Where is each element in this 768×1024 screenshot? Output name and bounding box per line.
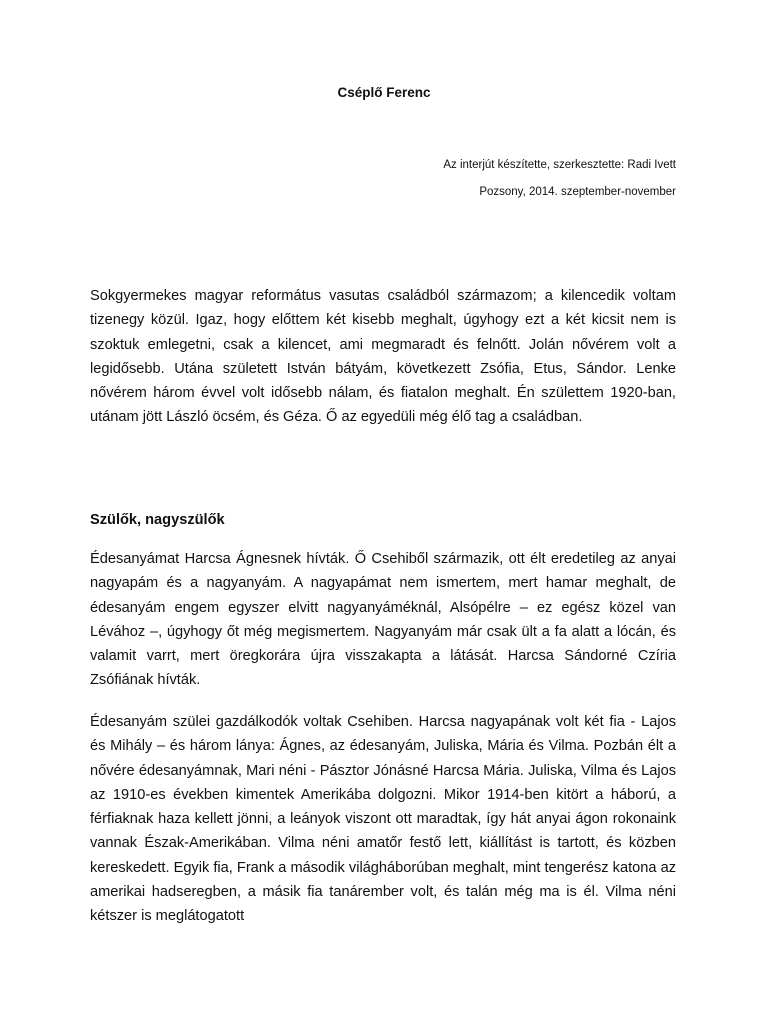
- place-and-date: Pozsony, 2014. szeptember-november: [479, 186, 676, 198]
- document-title: Cséplő Ferenc: [337, 85, 431, 100]
- section-paragraph-1: Édesanyámat Harcsa Ágnesnek hívták. Ő Csehiből származik, ott élt eredetileg az anyai nagyapám és a nagyanyám. A nagyapámat nem ismertem, mert hamar meghalt, de édesanyám engem egyszer elvitt nagyanyáméknál, Alsópélre – ez egész közel van Lévához –, úgyhogy őt még megismertem. Nagyanyám már csak ült a fa alatt a lócán, és valamit varrt, mert öregkorára újra visszakapta a látását. Harcsa Sándorné Czíria Zsófiának hívták.: [90, 551, 676, 689]
- section-paragraph-2: Édesanyám szülei gazdálkodók voltak Csehiben. Harcsa nagyapának volt két fia - Lajos és Mihály – és három lánya: Ágnes, az édesanyám, Juliska, Mária és Vilma. Pozbán élt a nővére édesanyámnak, Mari néni - Pásztor Jónásné Harcsa Mária. Juliska, Vilma és Lajos az 1910-es években kimentek Amerikába dolgozni. Mikor 1914-ben kitört a háború, a férfiaknak haza kellett jönni, a leányok viszont ott maradtak, így hát anyai ágon rokonaink vannak Észak-Amerikában. Vilma néni amatőr festő lett, kiállítást is tartott, és közben kereskedett. Egyik fia, Frank a második világháborúban meghalt, mint tengerész katona az amerikai hadseregben, a másik fia tanárember volt, és talán még ma is él. Vilma néni kétszer is meglátogatott: [90, 714, 676, 925]
- interview-credit: Az interjút készítette, szerkesztette: Radi Ivett: [443, 159, 676, 171]
- section-heading: Szülők, nagyszülők: [90, 512, 225, 528]
- intro-paragraph: Sokgyermekes magyar református vasutas családból származom; a kilencedik voltam tizenegy közül. Igaz, hogy előttem két kisebb meghalt, úgyhogy ezt a két kicsit nem is szoktuk emlegetni, csak a kilencet, ami megmaradt és felnőtt. Jolán nővérem volt a legidősebb. Utána született István bátyám, következett Zsófia, Etus, Sándor. Lenke nővérem három évvel volt idősebb nálam, és fiatalon meghalt. Én születtem 1920-ban, utánam jött László öcsém, és Géza. Ő az egyedüli még élő tag a családban.: [90, 288, 676, 426]
